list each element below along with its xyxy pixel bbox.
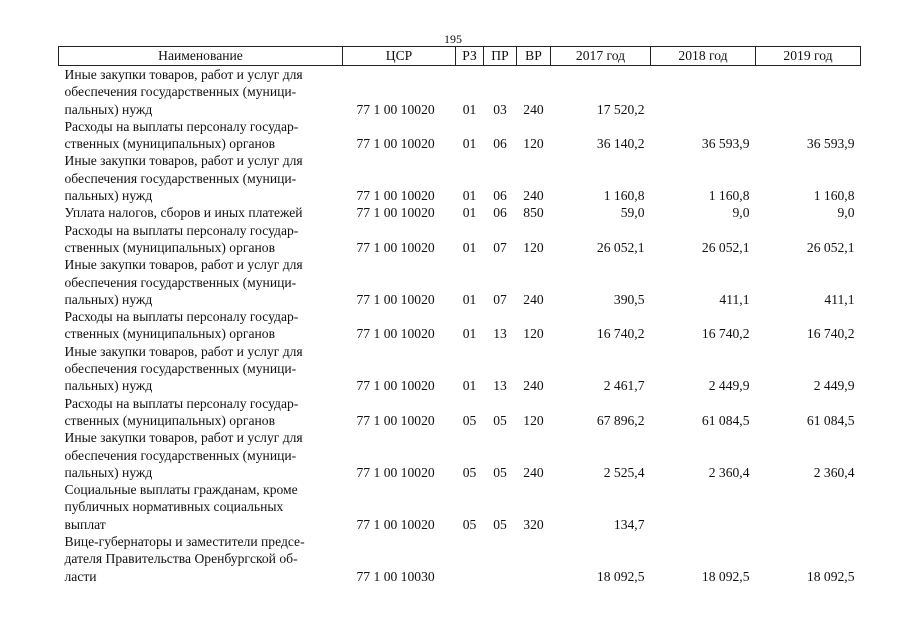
- row-pr: 06: [493, 205, 507, 221]
- row-pr: 06: [493, 188, 507, 204]
- row-name-line: обеспечения государственных (муници-: [64, 361, 297, 377]
- row-rz: 01: [462, 326, 477, 342]
- row-vr: 850: [523, 205, 544, 221]
- row-2019: 26 052,1: [806, 239, 855, 255]
- row-pr: 13: [493, 378, 507, 394]
- table-row: [59, 66, 861, 118]
- row-name-line: Вице-губернаторы и заместители предсе-: [64, 534, 305, 550]
- row-vr: 240: [523, 378, 544, 394]
- row-name-line: Расходы на выплаты персоналу государ-: [64, 118, 299, 134]
- row-vr: 320: [523, 516, 544, 532]
- row-pr: 13: [493, 326, 507, 342]
- row-2018: 2 360,4: [708, 464, 750, 480]
- row-2018: 61 084,5: [701, 412, 750, 428]
- header-name: Наименование: [59, 47, 343, 66]
- row-rz: 01: [462, 101, 477, 117]
- budget-table: [58, 46, 861, 585]
- row-name-line: Расходы на выплаты персоналу государ-: [64, 395, 299, 411]
- row-csr: 77 1 00 10020: [356, 136, 435, 152]
- row-2018: 26 052,1: [701, 239, 750, 255]
- row-rz: 05: [462, 412, 477, 428]
- row-pr: 05: [493, 412, 507, 428]
- row-name-line: ственных (муниципальных) органов: [64, 239, 275, 255]
- row-csr: 77 1 00 10020: [356, 516, 435, 532]
- row-name-line: ственных (муниципальных) органов: [64, 412, 275, 428]
- row-name: [59, 118, 343, 153]
- row-csr: 77 1 00 10020: [356, 378, 435, 394]
- row-rz: 01: [462, 291, 477, 307]
- row-pr: 07: [493, 239, 507, 255]
- row-name-line: Иные закупки товаров, работ и услуг для: [64, 153, 303, 169]
- table-row: [59, 204, 861, 221]
- row-2018: 411,1: [719, 291, 750, 307]
- row-2017: 26 052,1: [596, 239, 645, 255]
- row-name: [59, 481, 343, 533]
- table-row: [59, 152, 861, 204]
- row-name-line: обеспечения государственных (муници-: [64, 274, 297, 290]
- row-2019: 36 593,9: [806, 136, 855, 152]
- row-2019: [756, 66, 861, 118]
- row-name-line: выплат: [64, 516, 106, 532]
- row-csr: 77 1 00 10020: [356, 205, 435, 221]
- table-body: [59, 66, 861, 585]
- row-vr: 240: [523, 188, 544, 204]
- row-pr: 03: [493, 101, 507, 117]
- row-pr: 05: [493, 464, 507, 480]
- row-2018: 18 092,5: [701, 568, 750, 584]
- row-2019: 9,0: [837, 205, 855, 221]
- row-2018: [651, 481, 756, 533]
- row-name: [59, 222, 343, 257]
- row-pr: 06: [493, 136, 507, 152]
- row-rz: 01: [462, 188, 477, 204]
- row-2017: 67 896,2: [596, 412, 645, 428]
- row-pr: 05: [493, 516, 507, 532]
- row-csr: 77 1 00 10030: [356, 568, 435, 584]
- row-name-line: ственных (муниципальных) органов: [64, 326, 275, 342]
- row-csr: 77 1 00 10020: [356, 188, 435, 204]
- row-name: [59, 533, 343, 585]
- table-row: [59, 395, 861, 430]
- row-name: [59, 343, 343, 395]
- row-name-line: дателя Правительства Оренбургской об-: [64, 551, 298, 567]
- row-name-line: обеспечения государственных (муници-: [64, 447, 297, 463]
- row-name-line: ственных (муниципальных) органов: [64, 136, 275, 152]
- row-name: [59, 66, 343, 118]
- row-rz: 01: [462, 239, 477, 255]
- table-row: [59, 256, 861, 308]
- row-name-line: пальных) нужд: [64, 188, 153, 204]
- row-name-line: Иные закупки товаров, работ и услуг для: [64, 67, 303, 82]
- row-2017: 17 520,2: [596, 101, 645, 117]
- row-name-line: Иные закупки товаров, работ и услуг для: [64, 257, 303, 273]
- row-name-line: Иные закупки товаров, работ и услуг для: [64, 343, 303, 359]
- row-name: [59, 429, 343, 481]
- row-2018: 36 593,9: [701, 136, 750, 152]
- row-csr: 77 1 00 10020: [356, 326, 435, 342]
- row-2019: 2 360,4: [813, 464, 855, 480]
- row-2017: 390,5: [613, 291, 645, 307]
- table-header: [59, 47, 861, 66]
- row-2017: 18 092,5: [596, 568, 645, 584]
- header-pr: ПР: [484, 47, 517, 66]
- row-csr: 77 1 00 10020: [356, 291, 435, 307]
- table-row: [59, 429, 861, 481]
- header-vr: ВР: [517, 47, 551, 66]
- table-row: [59, 118, 861, 153]
- row-2017: 59,0: [620, 205, 645, 221]
- row-csr: 77 1 00 10020: [356, 412, 435, 428]
- row-name-line: пальных) нужд: [64, 464, 153, 480]
- row-name-line: публичных нормативных социальных: [64, 499, 284, 515]
- row-2017: 134,7: [613, 516, 645, 532]
- row-pr: 07: [493, 291, 507, 307]
- header-2017: 2017 год: [551, 47, 651, 66]
- row-rz: 01: [462, 205, 477, 221]
- row-name-line: Иные закупки товаров, работ и услуг для: [64, 430, 303, 446]
- header-2018: 2018 год: [651, 47, 756, 66]
- table-row: [59, 308, 861, 343]
- row-2017: 1 160,8: [603, 188, 645, 204]
- row-csr: 77 1 00 10020: [356, 101, 435, 117]
- row-vr: 120: [523, 239, 544, 255]
- row-2019: 61 084,5: [806, 412, 855, 428]
- row-2018: 2 449,9: [708, 378, 750, 394]
- row-name-line: Социальные выплаты гражданам, кроме: [64, 482, 298, 498]
- row-2019: 16 740,2: [806, 326, 855, 342]
- row-vr: 240: [523, 464, 544, 480]
- row-vr: 120: [523, 136, 544, 152]
- row-2017: 16 740,2: [596, 326, 645, 342]
- header-row: [59, 47, 861, 66]
- row-vr: [517, 533, 551, 585]
- row-csr: 77 1 00 10020: [356, 464, 435, 480]
- row-name-line: пальных) нужд: [64, 101, 153, 117]
- page-number: 195: [444, 32, 462, 46]
- header-rz: РЗ: [456, 47, 484, 66]
- row-2019: 411,1: [824, 291, 855, 307]
- header-csr: ЦСР: [343, 47, 456, 66]
- row-name-line: обеспечения государственных (муници-: [64, 170, 297, 186]
- row-2017: 36 140,2: [596, 136, 645, 152]
- row-pr: [484, 533, 517, 585]
- table-row: [59, 533, 861, 585]
- row-name-line: Расходы на выплаты персоналу государ-: [64, 309, 299, 325]
- row-2019: 18 092,5: [806, 568, 855, 584]
- row-2018: 9,0: [732, 205, 750, 221]
- row-rz: 05: [462, 464, 477, 480]
- row-name: [59, 395, 343, 430]
- row-csr: 77 1 00 10020: [356, 239, 435, 255]
- row-vr: 240: [523, 101, 544, 117]
- row-2019: 1 160,8: [813, 188, 855, 204]
- row-rz: 01: [462, 136, 477, 152]
- row-2019: [756, 481, 861, 533]
- row-vr: 240: [523, 291, 544, 307]
- table-row: [59, 343, 861, 395]
- row-name-line: ласти: [64, 568, 97, 584]
- row-name-line: обеспечения государственных (муници-: [64, 84, 297, 100]
- row-rz: [456, 533, 484, 585]
- row-vr: 120: [523, 412, 544, 428]
- table-row: [59, 481, 861, 533]
- table-row: [59, 222, 861, 257]
- row-name-line: пальных) нужд: [64, 291, 153, 307]
- row-2018: 16 740,2: [701, 326, 750, 342]
- row-name: [59, 204, 343, 221]
- row-rz: 05: [462, 516, 477, 532]
- row-name: [59, 308, 343, 343]
- row-name: [59, 256, 343, 308]
- row-2017: 2 525,4: [603, 464, 645, 480]
- row-name-line: Расходы на выплаты персоналу государ-: [64, 222, 299, 238]
- row-name-line: пальных) нужд: [64, 378, 153, 394]
- row-2017: 2 461,7: [603, 378, 645, 394]
- row-rz: 01: [462, 378, 477, 394]
- header-2019: 2019 год: [756, 47, 861, 66]
- row-vr: 120: [523, 326, 544, 342]
- row-name-line: Уплата налогов, сборов и иных платежей: [64, 205, 303, 221]
- row-name: [59, 152, 343, 204]
- row-2018: [651, 66, 756, 118]
- row-2019: 2 449,9: [813, 378, 855, 394]
- row-2018: 1 160,8: [708, 188, 750, 204]
